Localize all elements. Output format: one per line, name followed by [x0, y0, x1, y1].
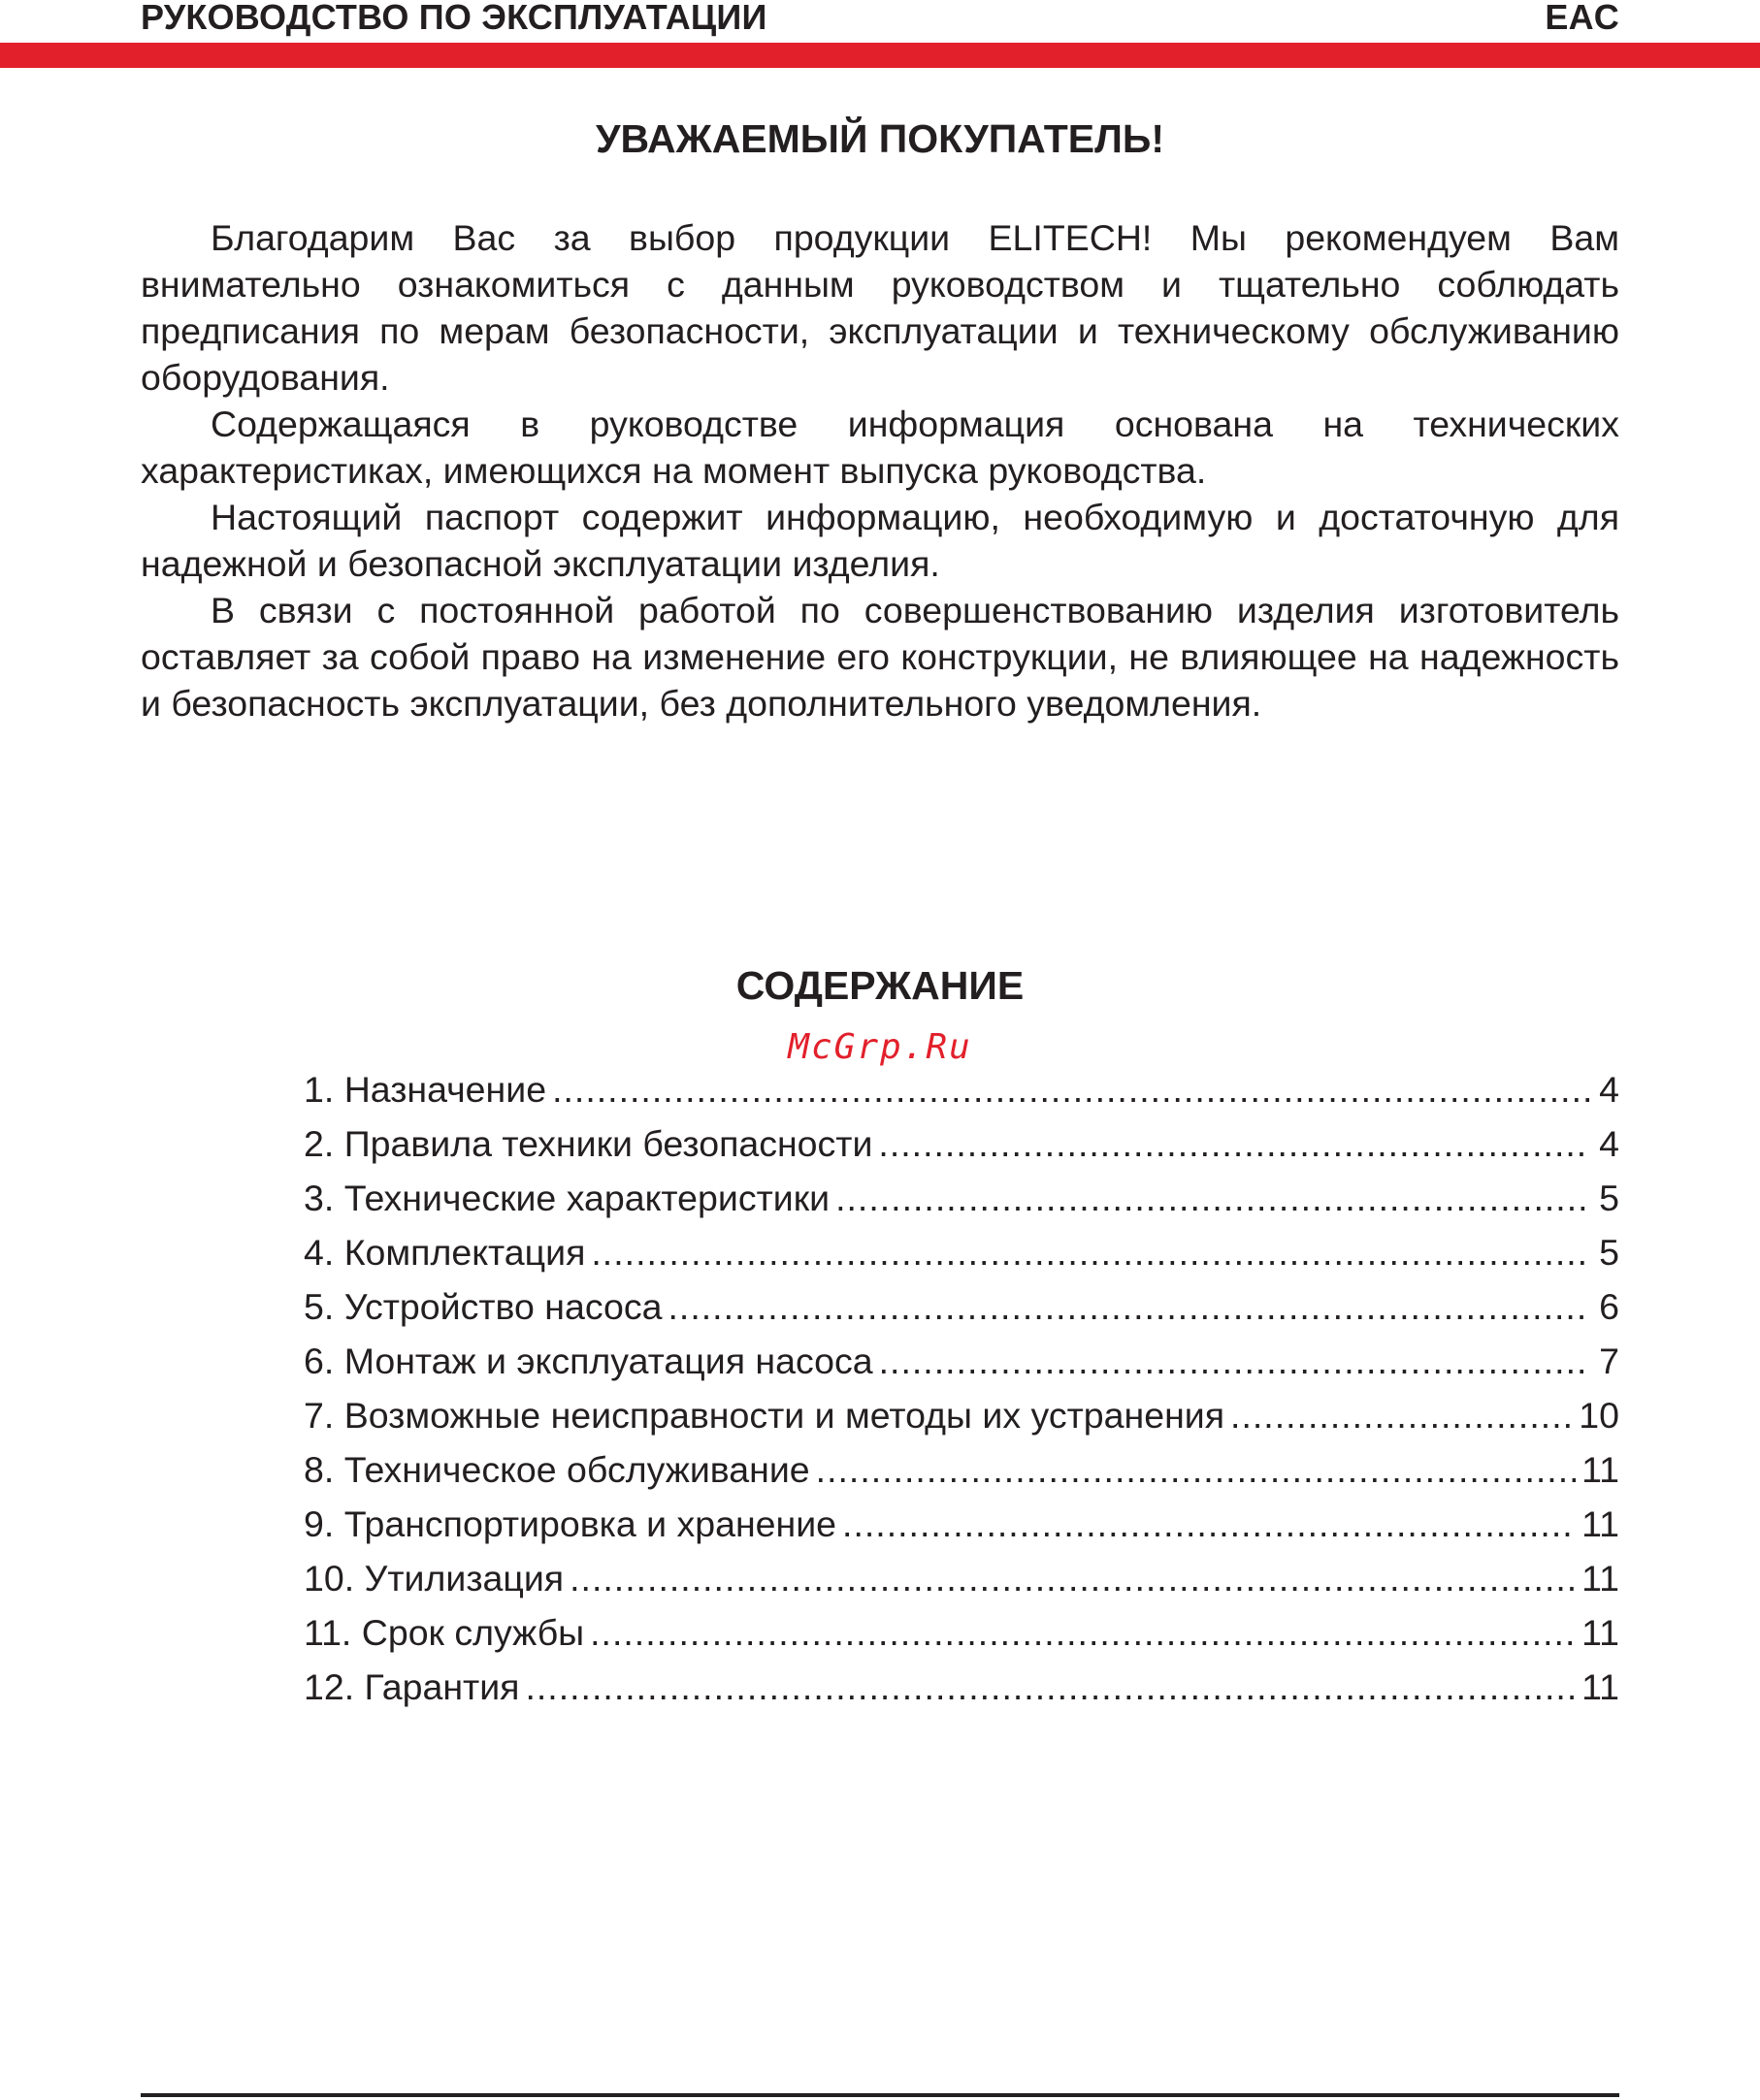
toc-entry[interactable] — [304, 1388, 1619, 1442]
toc-entry[interactable] — [304, 1334, 1619, 1388]
intro-paragraph: Содержащаяся в руководстве информация основана на технических характеристиках, имеющихся на момент выпуска руководства. — [141, 404, 1619, 491]
toc-entry[interactable] — [304, 1062, 1619, 1116]
toc-entry-label: 8. Техническое обслуживание — [304, 1449, 810, 1490]
toc-entry[interactable] — [304, 1225, 1619, 1279]
toc-entry-page: 5 — [1599, 1232, 1619, 1273]
toc-entry-label: 6. Монтаж и эксплуатация насоса — [304, 1341, 873, 1381]
toc-entry-page: 7 — [1599, 1341, 1619, 1381]
toc-entry[interactable] — [304, 1171, 1619, 1225]
toc-entry-page: 10 — [1579, 1395, 1619, 1436]
toc-leader-dots — [570, 1551, 1576, 1605]
toc-leader-dots — [879, 1334, 1590, 1388]
toc-entry-label: 10. Утилизация — [304, 1558, 565, 1599]
toc-entry-page: 11 — [1581, 1449, 1619, 1490]
toc-entry-label: 7. Возможные неисправности и методы их устранения — [304, 1395, 1225, 1436]
toc-entry[interactable] — [304, 1497, 1619, 1551]
toc-entry-label: 12. Гарантия — [304, 1666, 520, 1707]
toc-entry-page: 11 — [1581, 1503, 1619, 1544]
toc-entry-label: 4. Комплектация — [304, 1232, 586, 1273]
toc-leader-dots — [525, 1660, 1576, 1714]
contents-heading: СОДЕРЖАНИЕ — [735, 963, 1025, 1008]
toc-entry-page: 11 — [1581, 1612, 1619, 1653]
toc-entry[interactable] — [304, 1116, 1619, 1171]
toc-entry-label: 9. Транспортировка и хранение — [304, 1503, 837, 1544]
toc-leader-dots — [552, 1062, 1590, 1116]
toc-leader-dots — [835, 1171, 1590, 1225]
toc-entry-page: 4 — [1599, 1069, 1619, 1110]
header-red-bar — [0, 43, 1760, 68]
toc-leader-dots — [878, 1116, 1590, 1171]
toc-leader-dots — [668, 1279, 1591, 1334]
footer-rule — [141, 2093, 1619, 2097]
intro-paragraph: В связи с постоянной работой по совершенствованию изделия изготовитель оставляет за собой право на изменение его конструкции, не влияющее на надежность и безопасность эксплуатации, без дополнительного уведомления. — [141, 590, 1619, 724]
toc-entry-page: 6 — [1599, 1286, 1619, 1327]
toc-entry-label: 2. Правила техники безопасности — [304, 1123, 873, 1164]
toc-entry[interactable] — [304, 1279, 1619, 1334]
toc-leader-dots — [591, 1225, 1590, 1279]
intro-paragraph: Настоящий паспорт содержит информацию, необходимую и достаточную для надежной и безопасной эксплуатации изделия. — [141, 497, 1619, 584]
toc-entry-label: 5. Устройство насоса — [304, 1286, 663, 1327]
intro-paragraph: Благодарим Вас за выбор продукции ELITECH! Мы рекомендуем Вам внимательно ознакомиться с данным руководством и тщательно соблюдать предписания по мерам безопасности, эксплуатации и техническому обслуживанию оборудования. — [141, 217, 1619, 398]
toc-entry-label: 3. Технические характеристики — [304, 1178, 831, 1218]
toc-entry-label: 1. Назначение — [304, 1069, 547, 1110]
page-header — [141, 0, 1619, 39]
table-of-contents — [304, 1062, 1619, 1714]
toc-entry-page: 5 — [1599, 1178, 1619, 1218]
manual-title: РУКОВОДСТВО ПО ЭКСПЛУАТАЦИИ — [141, 0, 767, 37]
toc-entry[interactable] — [304, 1605, 1619, 1660]
toc-entry-label: 11. Срок службы — [304, 1612, 585, 1653]
toc-entry[interactable] — [304, 1660, 1619, 1714]
toc-leader-dots — [842, 1497, 1576, 1551]
toc-leader-dots — [590, 1605, 1576, 1660]
intro-text — [141, 214, 1619, 727]
watermark: McGrp.Ru — [788, 1027, 972, 1067]
toc-entry-page: 4 — [1599, 1123, 1619, 1164]
toc-leader-dots — [816, 1442, 1576, 1497]
eac-mark: EAC — [1545, 0, 1619, 37]
greeting-heading: УВАЖАЕМЫЙ ПОКУПАТЕЛЬ! — [595, 116, 1165, 161]
toc-entry-page: 11 — [1581, 1558, 1619, 1599]
toc-leader-dots — [1230, 1388, 1573, 1442]
toc-entry-page: 11 — [1581, 1666, 1619, 1707]
toc-entry[interactable] — [304, 1442, 1619, 1497]
toc-entry[interactable] — [304, 1551, 1619, 1605]
